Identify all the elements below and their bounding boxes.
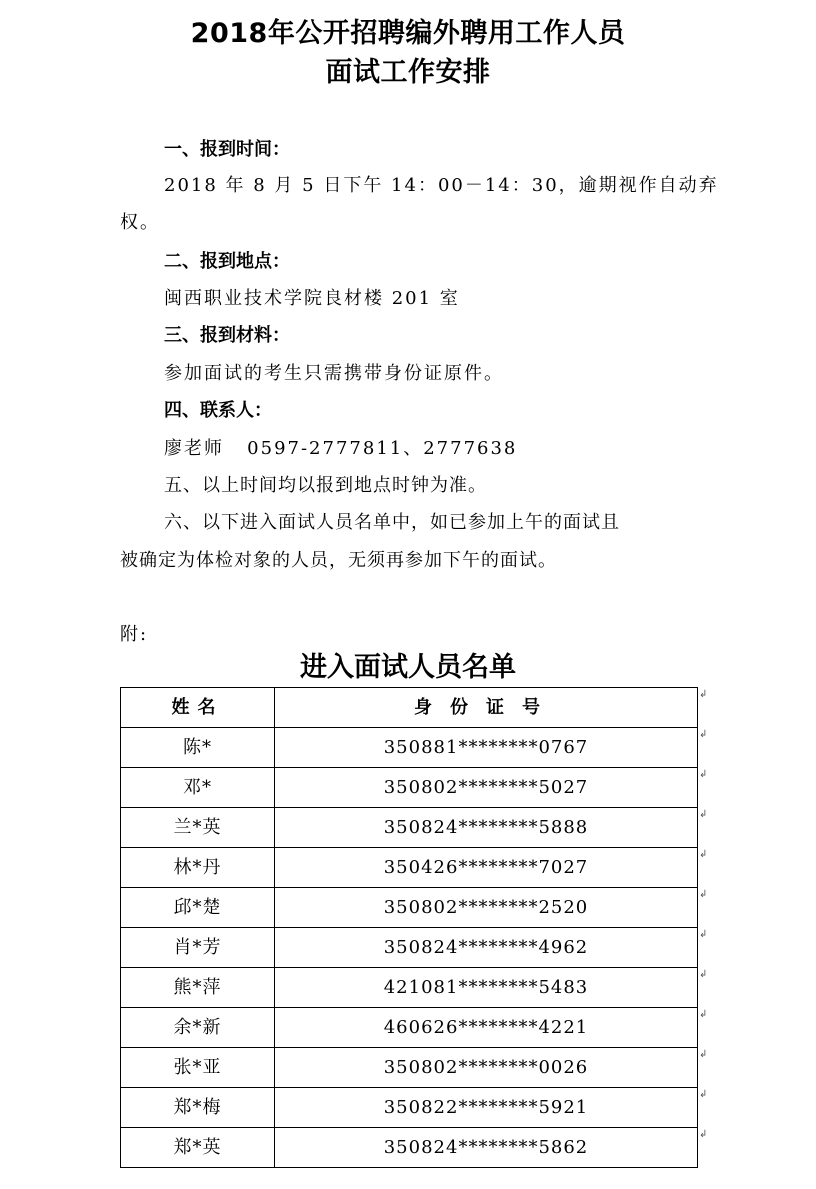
end-of-row-mark: ↲ [699,729,708,740]
candidate-name: 郑*梅 [121,1088,275,1128]
header-id: 身份证号 [275,688,698,728]
candidate-id: 350881********0767 [275,728,698,768]
candidate-name: 余*新 [121,1008,275,1048]
section-1-heading: 一、报到时间： [164,139,290,160]
table-row [121,968,698,1008]
candidate-id: 350802********2520 [275,888,698,928]
end-of-row-mark: ↲ [699,689,708,700]
list-title: 进入面试人员名单 [300,652,516,683]
end-of-row-mark: ↲ [699,929,708,940]
end-of-row-mark: ↲ [699,849,708,860]
candidate-name: 张*亚 [121,1048,275,1088]
table-row [121,768,698,808]
candidate-id: 421081********5483 [275,968,698,1008]
end-of-row-mark: ↲ [699,809,708,820]
candidate-id: 350824********4962 [275,928,698,968]
candidate-id: 350802********0026 [275,1048,698,1088]
table-row [121,1088,698,1128]
candidate-name: 郑*英 [121,1128,275,1168]
section-1-body-line-2: 权。 [120,212,160,233]
document-title-line-2: 面试工作安排 [325,57,491,88]
section-4-heading: 四、联系人： [164,400,272,421]
section-5-text: 五、以上时间均以报到地点时钟为准。 [164,475,487,496]
candidate-id: 350824********5862 [275,1128,698,1168]
table-row [121,808,698,848]
candidate-id: 460626********4221 [275,1008,698,1048]
table-row [121,1048,698,1088]
candidate-name: 兰*英 [121,808,275,848]
table-row [121,888,698,928]
end-of-row-mark: ↲ [699,1089,708,1100]
section-3-heading: 三、报到材料： [164,325,290,346]
candidate-id: 350822********5921 [275,1088,698,1128]
section-2-body: 闽西职业技术学院良材楼 201 室 [164,288,460,309]
candidate-name: 邱*楚 [121,888,275,928]
candidate-name: 肖*芳 [121,928,275,968]
end-of-row-mark: ↲ [699,769,708,780]
section-1-body-line-1: 2018 年 8 月 5 日下午 14：00－14：30，逾期视作自动弃 [164,175,719,196]
end-of-row-mark: ↲ [699,969,708,980]
section-4-body: 廖老师 0597-2777811、2777638 [164,438,518,459]
candidate-name: 邓* [121,768,275,808]
table-row [121,1128,698,1168]
section-3-body: 参加面试的考生只需携带身份证原件。 [164,363,504,384]
appendix-label: 附: [120,624,149,645]
table-row [121,1008,698,1048]
section-2-heading: 二、报到地点： [164,251,290,272]
table-row [121,728,698,768]
table-header-row [121,688,698,728]
candidate-table [120,687,698,1168]
candidate-name: 林*丹 [121,848,275,888]
end-of-row-mark: ↲ [699,1009,708,1020]
section-6-line-2: 被确定为体检对象的人员，无须再参加下午的面试。 [120,550,557,571]
candidate-name: 陈* [121,728,275,768]
header-name: 姓名 [121,688,275,728]
table-row [121,928,698,968]
candidate-name: 熊*萍 [121,968,275,1008]
section-6-line-1: 六、以下进入面试人员名单中，如已参加上午的面试且 [164,512,620,533]
candidate-id: 350824********5888 [275,808,698,848]
table-row [121,848,698,888]
candidate-id: 350802********5027 [275,768,698,808]
document-title-line-1: 2018年公开招聘编外聘用工作人员 [190,18,626,49]
end-of-row-mark: ↲ [699,889,708,900]
candidate-id: 350426********7027 [275,848,698,888]
end-of-row-mark: ↲ [699,1049,708,1060]
end-of-row-mark: ↲ [699,1129,708,1140]
